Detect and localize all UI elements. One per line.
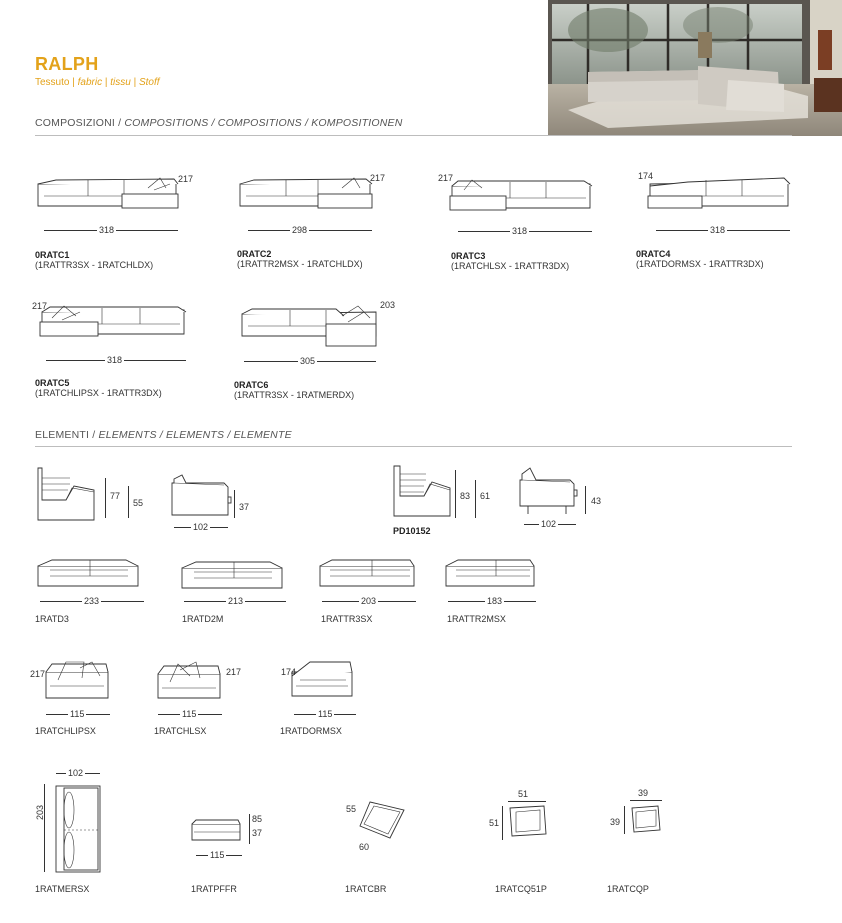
dimension-line <box>128 486 129 518</box>
composition-label-0ratc5: 0RATC5 (1RATCHLIPSX - 1RATTR3DX) <box>35 378 162 398</box>
pouf-1ratpffr-drawing <box>190 818 246 844</box>
element-code: 1RATMERSX <box>35 884 90 894</box>
dimension-line <box>44 784 45 872</box>
dimension-line <box>475 480 476 518</box>
composition-0ratc2-drawing <box>238 174 388 214</box>
composition-depth: 217 <box>32 301 48 311</box>
sofa-width: 233 <box>84 596 100 606</box>
side-view-c-drawing <box>392 464 456 520</box>
section-compositions-title: COMPOSIZIONI / COMPOSITIONS / COMPOSITIONS / KOMPOSITIONEN <box>35 117 403 129</box>
cushion-dimension: 55 <box>346 804 357 814</box>
chaise-width: 115 <box>182 709 197 719</box>
composition-0ratc1-drawing <box>36 174 196 214</box>
dimension-line <box>455 470 456 518</box>
dimension-line <box>234 490 235 518</box>
composition-depth: 174 <box>638 171 654 181</box>
composition-width: 298 <box>292 225 308 235</box>
height-dimension: 77 <box>110 491 121 501</box>
element-code: 1RATCHLSX <box>154 726 207 736</box>
composition-depth: 217 <box>178 174 194 184</box>
composition-0ratc6-drawing <box>240 304 390 352</box>
composition-0ratc3-drawing <box>450 176 600 216</box>
element-code: 1RATPFFR <box>191 884 237 894</box>
sofa-1rattr2msx-drawing <box>444 556 538 590</box>
brand-title: RALPH <box>35 54 99 74</box>
element-depth: 203 <box>35 804 45 820</box>
composition-width: 318 <box>512 226 528 236</box>
element-code: 1RATCQP <box>607 884 649 894</box>
element-code: 1RATD3 <box>35 614 69 624</box>
composition-width: 318 <box>107 355 123 365</box>
element-code: PD10152 <box>393 526 431 536</box>
composition-label-0ratc4: 0RATC4 (1RATDORMSX - 1RATTR3DX) <box>636 249 764 269</box>
depth-dimension: 102 <box>193 522 209 532</box>
composition-0ratc4-drawing <box>648 174 798 214</box>
material-subtitle: Tessuto | fabric | tissu | Stoff <box>35 77 160 88</box>
chaise-depth: 217 <box>226 667 242 677</box>
chaise-1ratdormsx-drawing <box>290 658 356 702</box>
cushion-1ratcq51p-drawing <box>506 804 550 840</box>
composition-width: 318 <box>99 225 115 235</box>
cushion-dimension: 39 <box>610 817 621 827</box>
element-code: 1RATDORMSX <box>280 726 342 736</box>
side-view-b-drawing <box>170 473 236 519</box>
composition-width: 318 <box>710 225 726 235</box>
depth-dimension: 102 <box>541 519 557 529</box>
dimension-line <box>248 230 372 231</box>
chaise-depth: 217 <box>30 669 46 679</box>
composition-depth: 217 <box>370 173 386 183</box>
composition-depth: 203 <box>380 300 396 310</box>
composition-label-0ratc1: 0RATC1 (1RATTR3SX - 1RATCHLDX) <box>35 250 154 270</box>
height-dimension: 37 <box>252 828 263 838</box>
sofa-width: 213 <box>228 596 244 606</box>
sofa-1ratd3-drawing <box>36 556 142 590</box>
chaise-width: 115 <box>70 709 85 719</box>
sofa-width: 203 <box>361 596 377 606</box>
element-code: 1RATD2M <box>182 614 224 624</box>
section-elements-title: ELEMENTI / ELEMENTS / ELEMENTS / ELEMENTE <box>35 429 292 441</box>
element-code: 1RATCBR <box>345 884 387 894</box>
composition-0ratc5-drawing <box>40 302 190 342</box>
element-width: 102 <box>68 768 84 778</box>
chaise-depth: 174 <box>281 667 297 677</box>
cushion-dimension: 60 <box>359 842 370 852</box>
sofa-width: 183 <box>487 596 503 606</box>
composition-width: 305 <box>300 356 316 366</box>
dimension-line <box>105 478 106 518</box>
height-dimension: 85 <box>252 814 263 824</box>
meridienne-1ratmersx-drawing <box>54 784 102 876</box>
cushion-dimension: 51 <box>518 789 529 799</box>
element-width: 115 <box>210 850 225 860</box>
sofa-1rattr3sx-drawing <box>318 556 418 590</box>
chaise-1ratchlipsx-drawing <box>44 658 112 704</box>
height-dimension: 83 <box>460 491 471 501</box>
height-dimension: 43 <box>591 496 602 506</box>
height-dimension: 37 <box>239 502 250 512</box>
dimension-line <box>508 801 546 802</box>
dimension-line <box>585 486 586 514</box>
element-code: 1RATCHLIPSX <box>35 726 96 736</box>
element-code: 1RATTR2MSX <box>447 614 506 624</box>
cushion-1ratcbr-drawing <box>358 800 408 840</box>
section-rule <box>35 135 792 136</box>
side-view-a-drawing <box>36 466 100 524</box>
section-rule <box>35 446 792 447</box>
dimension-line <box>624 806 625 834</box>
side-view-d-drawing <box>518 466 580 518</box>
cushion-dimension: 51 <box>489 818 500 828</box>
composition-depth: 217 <box>438 173 454 183</box>
element-code: 1RATTR3SX <box>321 614 373 624</box>
height-dimension: 55 <box>133 498 144 508</box>
room-photo <box>548 0 842 136</box>
cushion-dimension: 39 <box>638 788 649 798</box>
height-dimension: 61 <box>480 491 491 501</box>
composition-label-0ratc3: 0RATC3 (1RATCHLSX - 1RATTR3DX) <box>451 251 570 271</box>
sofa-1ratd2m-drawing <box>180 558 286 592</box>
chaise-1ratchlsx-drawing <box>156 660 224 704</box>
composition-label-0ratc6: 0RATC6 (1RATTR3SX - 1RATMERDX) <box>234 380 355 400</box>
element-code: 1RATCQ51P <box>495 884 547 894</box>
cushion-1ratcqp-drawing <box>628 804 664 836</box>
chaise-width: 115 <box>318 709 333 719</box>
composition-label-0ratc2: 0RATC2 (1RATTR2MSX - 1RATCHLDX) <box>237 249 363 269</box>
dimension-line <box>630 800 662 801</box>
dimension-line <box>502 806 503 840</box>
